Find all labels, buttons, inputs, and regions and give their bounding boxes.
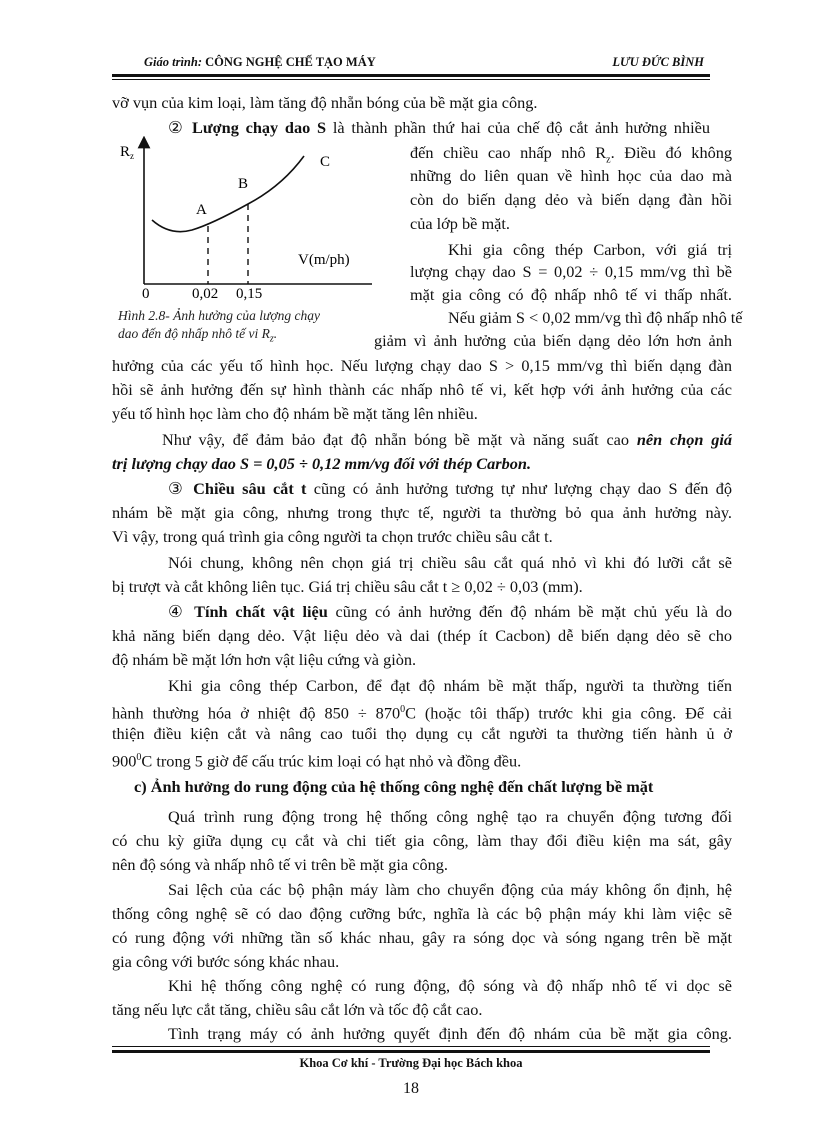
point-c-label: C: [320, 154, 331, 170]
section-2-line: ② Lượng chạy dao S là thành phần thứ hai của chế độ cắt ảnh hưởng nhiều: [168, 118, 710, 137]
section-3-line: Vì vậy, trong quá trình gia công người ta chọn trước chiều sâu cắt t.: [112, 527, 553, 546]
y-axis-label: $R_z$: [120, 144, 135, 161]
section-2-line: còn do biến dạng dẻo và biến dạng đàn hồi: [410, 190, 732, 209]
header-author: LƯU ĐỨC BÌNH: [612, 55, 704, 69]
vibration-line: Quá trình rung động trong hệ thống công nghệ tạo ra chuyển động tương đối: [168, 807, 732, 826]
deviation-line: Sai lệch của các bộ phận máy làm cho chuyển động của máy không ổn định, hệ: [168, 880, 732, 899]
text-line: vỡ vụn của kim loại, làm tăng độ nhẵn bóng của bề mặt gia công.: [112, 93, 538, 112]
vibration-line: có chu kỳ giữa dụng cụ cắt và chi tiết gia công, làm thay đổi điều kiện ma sát, gây: [112, 831, 732, 850]
caption-line-1: Hình 2.8- Ảnh hưởng của lượng chạy: [118, 308, 320, 323]
header-rule: [112, 74, 710, 77]
section-2-line: Khi gia công thép Carbon, với giá trị: [448, 240, 732, 259]
section-4-line: $900^0C$ trong 5 giờ để cấu trúc kim loại có hạt nhỏ và đồng đều.: [112, 751, 522, 771]
section-3-line: Nói chung, không nên chọn giá trị chiều sâu cắt quá nhỏ vì khi đó lưỡi cắt sẽ: [168, 553, 732, 572]
term-depth-of-cut: Chiều sâu cắt t: [193, 479, 307, 498]
section-4-line: hành thường hóa ở nhiệt độ $850 \div 870^0C$ (hoặc tôi thấp) trước khi gia công. Để cải: [112, 703, 732, 723]
page-number: 18: [403, 1080, 419, 1097]
section-2-line: giảm vì ảnh hưởng của biến dạng dẻo lớn hơn ảnh: [374, 331, 732, 350]
footer-rule: [112, 1050, 710, 1053]
tick-label-015: 0,15: [236, 286, 263, 302]
deviation-line: có rung động với những tần số khác nhau, gây ra sóng dọc và sóng ngang trên bề mặt: [112, 928, 732, 947]
section-3-line: nhám bề mặt gia công, nhưng trong thực tế, người ta thường bỏ qua ảnh hưởng này.: [112, 503, 732, 522]
section-2-line: của lớp bề mặt.: [410, 214, 510, 233]
header-course: Giáo trình: CÔNG NGHỆ CHẾ TẠO MÁY: [144, 55, 376, 69]
term-material-property: Tính chất vật liệu: [194, 602, 328, 621]
section-3-line: ③ Chiều sâu cắt t cũng có ảnh hưởng tương tự như lượng chạy dao S đến độ: [168, 479, 732, 498]
section-4-line: ④ Tính chất vật liệu cũng có ảnh hưởng đến độ nhám bề mặt chủ yếu là do: [168, 602, 732, 621]
section-4-line: thiện điều kiện cắt và nâng cao tuổi thọ dụng cụ cắt người ta thường tiến hành ủ ở: [112, 724, 732, 743]
header-rule-thin: [112, 79, 710, 80]
deviation-line: thống công nghệ sẽ có dao động cưỡng bức, nghĩa là các bộ phận máy khi làm việc sẽ: [112, 904, 732, 923]
point-b-label: B: [238, 176, 249, 192]
roughness-curve: [152, 156, 304, 232]
section-4-line: khả năng biến dạng dẻo. Vật liệu dẻo và dai (thép ít Cacbon) dễ biến dạng dẻo sẽ cho: [112, 626, 732, 645]
deviation-line: gia công với bước sóng khác nhau.: [112, 952, 340, 971]
conclusion-emphasis: trị lượng chạy dao S = 0,05 ÷ 0,12 mm/vg đối với thép Carbon.: [112, 454, 532, 473]
section-3-line: bị trượt và cắt không liên tục. Giá trị chiều sâu cắt t ≥ 0,02 ÷ 0,03 (mm).: [112, 577, 583, 596]
tick-label-002: 0,02: [192, 286, 219, 302]
section-2-line: mặt gia công có độ nhấp nhô tế vi thấp nhất.: [410, 285, 732, 304]
vibration-effect-line: tăng nếu lực cắt tăng, chiều sâu cắt lớn và tốc độ cắt cao.: [112, 1000, 483, 1019]
section-2-line: hồi sẽ ảnh hưởng đến sự hình thành các nhấp nhô tế vi, kết hợp với ảnh hưởng của các: [112, 380, 732, 399]
footer-text: Khoa Cơ khí - Trường Đại học Bách khoa: [299, 1056, 523, 1070]
vibration-line: nên độ sóng và nhấp nhô tế vi trên bề mặt gia công.: [112, 855, 448, 874]
x-axis-label: V(m/ph): [298, 252, 350, 268]
section-2-line: lượng chạy dao S = 0,02 ÷ 0,15 mm/vg thì bề: [410, 262, 732, 281]
machine-condition-line: Tình trạng máy có ảnh hưởng quyết định đến độ nhám của bề mặt gia công.: [168, 1024, 732, 1043]
section-2-line: yếu tố hình học làm cho độ nhám bề mặt tăng lên nhiều.: [112, 404, 478, 423]
point-a-label: A: [196, 202, 207, 218]
footer-rule-thin: [112, 1046, 710, 1047]
section-4-line: độ nhám bề mặt lớn hơn vật liệu cứng và giòn.: [112, 650, 417, 669]
section-c-heading: c) Ảnh hưởng do rung động của hệ thống công nghệ đến chất lượng bề mặt: [134, 777, 654, 796]
term-feed-rate: Lượng chạy dao S: [192, 118, 327, 137]
figure-caption: [118, 307, 378, 349]
section-2-line: hưởng của các yếu tố hình học. Nếu lượng chạy dao S > 0,15 mm/vg thì biến dạng đàn: [112, 356, 732, 375]
conclusion-line: Như vậy, để đảm bảo đạt độ nhẵn bóng bề mặt và năng suất cao nên chọn giá: [162, 430, 733, 449]
section-4-line: Khi gia công thép Carbon, để đạt độ nhám bề mặt thấp, người ta thường tiến: [168, 676, 732, 695]
header-title: CÔNG NGHỆ CHẾ TẠO MÁY: [205, 55, 376, 69]
caption-line-2: dao đến độ nhấp nhô tế vi $R_z$.: [118, 326, 278, 345]
tick-label-0: 0: [142, 286, 150, 302]
vibration-effect-line: Khi hệ thống công nghệ có rung động, độ sóng và độ nhấp nhô tế vi dọc sẽ: [168, 976, 732, 995]
section-2-line: những do liên quan về hình học của dao mà: [410, 166, 732, 185]
section-2-line: Nếu giảm S < 0,02 mm/vg thì độ nhấp nhô tế: [448, 308, 743, 327]
section-2-line: đến chiều cao nhấp nhô $R_z$. Điều đó không: [410, 143, 733, 166]
page-header: [112, 55, 710, 73]
